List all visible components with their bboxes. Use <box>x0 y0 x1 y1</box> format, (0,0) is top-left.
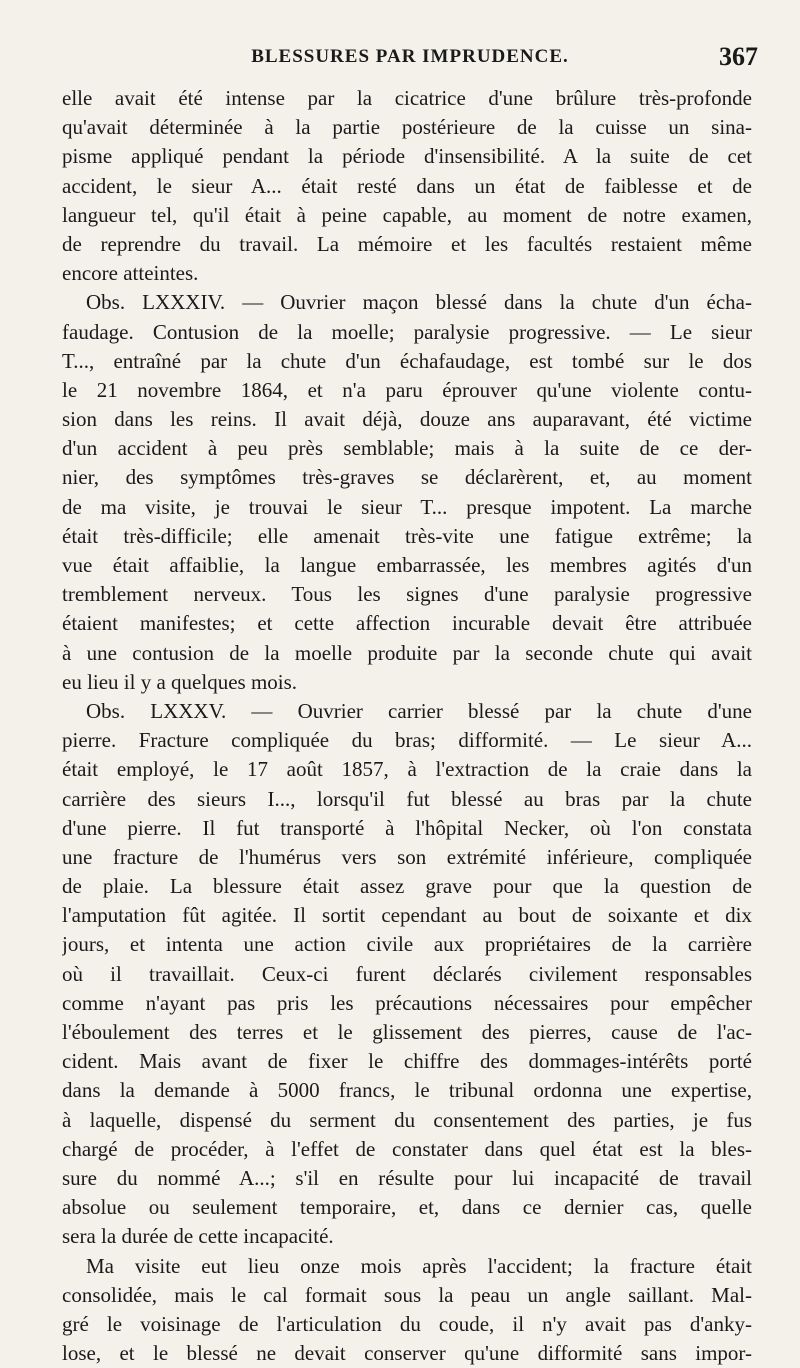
text-line: accident, le sieur A... était resté dans un état de faiblesse et de <box>62 173 752 198</box>
text-line: encore atteintes. <box>62 261 199 286</box>
text-line: T..., entraîné par la chute d'un échafaudage, est tombé sur le dos <box>62 348 752 373</box>
text-line: le 21 novembre 1864, et n'a paru éprouver qu'une violente contu- <box>62 377 752 402</box>
text-line: eu lieu il y a quelques mois. <box>62 669 298 694</box>
text-line: elle avait été intense par la cicatrice d'une brûlure très-profonde <box>62 86 752 110</box>
text-line: était employé, le 17 août 1857, à l'extraction de la craie dans la <box>62 757 752 782</box>
text-line: qu'avait déterminée à la partie postérieure de la cuisse un sina- <box>62 115 752 140</box>
running-head: BLESSURES PAR IMPRUDENCE. <box>251 46 569 67</box>
text-line: vue était affaiblie, la langue embarrassée, les membres agités d'un <box>62 553 752 577</box>
text-line: chargé de procéder, à l'effet de constater dans quel état est la bles- <box>62 1136 752 1161</box>
text-line: pierre. Fracture compliquée du bras; difformité. — Le sieur A... <box>62 728 752 753</box>
text-line: tremblement nerveux. Tous les signes d'une paralysie progressive <box>62 582 752 607</box>
text-line: comme n'ayant pas pris les précautions nécessaires pour empêcher <box>62 990 752 1015</box>
text-line: Ma visite eut lieu onze mois après l'accident; la fracture était <box>86 1253 752 1278</box>
text-line: jours, et intenta une action civile aux propriétaires de la carrière <box>62 932 752 957</box>
text-line: à laquelle, dispensé du serment du consentement des parties, je fus <box>62 1107 752 1132</box>
text-line: Obs. LXXXV. — Ouvrier carrier blessé par la chute d'une <box>86 698 752 723</box>
text-line: d'une pierre. Il fut transporté à l'hôpital Necker, où l'on constata <box>62 815 752 840</box>
text-line: langueur tel, qu'il était à peine capable, au moment de notre examen, <box>62 202 752 227</box>
page-header <box>62 42 758 74</box>
text-line: dans la demande à 5000 francs, le tribunal ordonna une expertise, <box>62 1078 752 1103</box>
text-line: l'amputation fût agitée. Il sortit cependant au bout de soixante et dix <box>62 903 752 928</box>
text-line: sure du nommé A...; s'il en résulte pour lui incapacité de travail <box>62 1165 752 1190</box>
text-line: faudage. Contusion de la moelle; paralysie progressive. — Le sieur <box>62 319 752 344</box>
text-line: l'éboulement des terres et le glissement des pierres, cause de l'ac- <box>62 1020 752 1044</box>
text-line: gré le voisinage de l'articulation du coude, il n'y avait pas d'anky- <box>62 1311 752 1336</box>
text-line: de plaie. La blessure était assez grave pour que la question de <box>62 874 752 899</box>
text-line: nier, des symptômes très-graves se déclarèrent, et, au moment <box>62 465 752 490</box>
text-line: sera la durée de cette incapacité. <box>62 1224 334 1249</box>
text-line: à une contusion de la moelle produite par la seconde chute qui avait <box>62 640 752 665</box>
text-line: étaient manifestes; et cette affection incurable devait être attribuée <box>62 611 752 636</box>
text-line: était très-difficile; elle amenait très-vite une fatigue extrême; la <box>62 523 752 548</box>
text-line: Obs. LXXXIV. — Ouvrier maçon blessé dans la chute d'un écha- <box>86 290 752 315</box>
page-number: 367 <box>719 42 758 71</box>
text-line: lose, et le blessé ne devait conserver qu'une difformité sans impor- <box>62 1341 752 1366</box>
text-line: cident. Mais avant de fixer le chiffre des dommages-intérêts porté <box>62 1049 752 1074</box>
text-line: pisme appliqué pendant la période d'insensibilité. A la suite de cet <box>62 144 752 169</box>
text-line: carrière des sieurs I..., lorsqu'il fut blessé au bras par la chute <box>62 786 752 811</box>
text-line: d'un accident à peu près semblable; mais à la suite de ce der- <box>62 436 752 461</box>
text-line: consolidée, mais le cal formait sous la peau un angle saillant. Mal- <box>62 1282 752 1307</box>
text-line: une fracture de l'humérus vers son extrémité inférieure, compliquée <box>62 844 752 869</box>
text-line: sion dans les reins. Il avait déjà, douze ans auparavant, été victime <box>62 407 752 432</box>
text-line: de ma visite, je trouvai le sieur T... presque impotent. La marche <box>62 494 752 519</box>
text-line: de reprendre du travail. La mémoire et les facultés restaient même <box>62 231 752 256</box>
body-text <box>62 84 752 1368</box>
text-line: où il travaillait. Ceux-ci furent déclarés civilement responsables <box>62 961 752 986</box>
text-line: absolue ou seulement temporaire, et, dans ce dernier cas, quelle <box>62 1195 752 1220</box>
